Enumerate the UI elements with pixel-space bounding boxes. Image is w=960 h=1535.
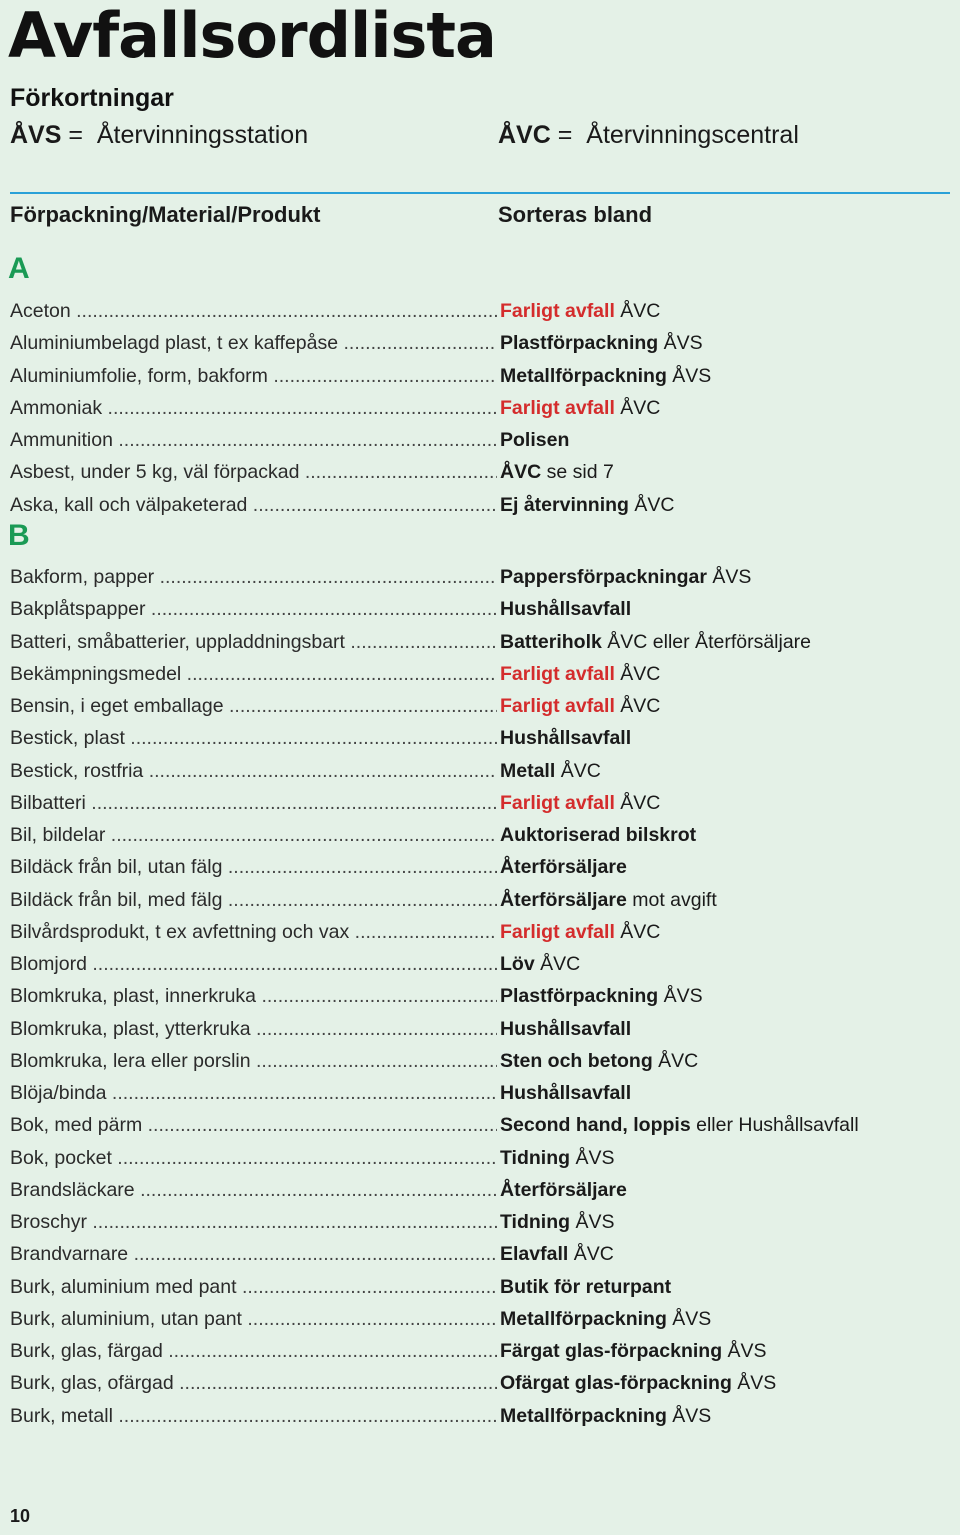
item-name: Ammunition ..... — [10, 424, 497, 456]
item-name: Broschyr ..... — [10, 1206, 497, 1238]
destination-note: ÅVS — [712, 566, 752, 588]
item-name: Asbest, under 5 kg, väl förpackad ..... — [10, 456, 497, 488]
destination-note: ÅVC — [658, 1049, 699, 1072]
destination-note: eller Hushållsavfall — [696, 1114, 859, 1137]
destination-category: Pappersförpackningar — [500, 566, 707, 588]
destination-note: ÅVC — [620, 662, 661, 685]
item-destination — [500, 327, 703, 359]
item-name: Burk, aluminium, utan pant ..... — [10, 1303, 497, 1335]
destination-note: ÅVC — [620, 920, 661, 943]
section-letter: B — [8, 519, 30, 552]
page-title: Avfallsordlista — [8, 0, 496, 72]
item-destination — [500, 424, 569, 456]
item-destination — [500, 593, 631, 625]
item-name: Burk, glas, färgad ..... — [10, 1335, 497, 1367]
item-destination — [500, 1271, 671, 1303]
page-number: 10 — [10, 1506, 31, 1526]
destination-category: Löv — [500, 953, 535, 975]
destination-category: Plastförpackning — [500, 332, 659, 355]
item-destination — [500, 1335, 767, 1367]
destination-note: se sid 7 — [546, 461, 614, 484]
item-destination — [500, 360, 711, 392]
item-name: Aluminiumfolie, form, bakform ..... — [10, 360, 497, 392]
destination-note: ÅVS — [672, 1404, 712, 1427]
destination-category: Ej återvinning — [500, 493, 629, 516]
destination-category: Farligt avfall — [500, 396, 615, 419]
destination-category: Återförsäljare — [500, 856, 627, 879]
abbreviation-meaning: Återvinningscentral — [586, 121, 799, 149]
item-name: Bakform, papper ..... — [10, 561, 497, 593]
destination-note: ÅVC — [620, 695, 661, 717]
item-destination — [500, 658, 660, 690]
item-name: Burk, metall ..... — [10, 1400, 497, 1432]
section-letter: A — [8, 252, 30, 285]
item-name: Blomkruka, plast, ytterkruka ..... — [10, 1013, 497, 1045]
abbreviation-equals: = — [68, 121, 83, 149]
column-header-item: Förpackning/Material/Produkt — [10, 202, 321, 227]
destination-category: Metallförpackning — [500, 364, 667, 387]
item-destination — [500, 1206, 615, 1238]
destination-category: Sten och betong — [500, 1049, 653, 1072]
abbreviation-avc — [498, 119, 799, 151]
destination-note: ÅVC — [540, 953, 581, 975]
abbreviation-equals: = — [557, 121, 573, 149]
item-name: Burk, aluminium med pant ..... — [10, 1271, 497, 1303]
abbreviation-code: ÅVS — [10, 121, 62, 149]
destination-note: ÅVS — [663, 985, 703, 1008]
item-name: Bakplåtspapper ..... — [10, 593, 497, 625]
item-destination — [500, 626, 811, 658]
destination-note: ÅVS — [672, 1307, 712, 1330]
item-destination — [500, 1077, 631, 1109]
item-name: Brandvarnare ..... — [10, 1238, 497, 1270]
item-name: Bekämpningsmedel ..... — [10, 658, 497, 690]
item-destination — [500, 295, 660, 327]
destination-category: Hushållsavfall — [500, 727, 632, 750]
item-destination — [500, 456, 614, 488]
destination-category: Återförsäljare — [500, 888, 627, 911]
item-name: Bil, bildelar ..... — [10, 819, 497, 851]
destination-note: ÅVC — [620, 300, 661, 322]
item-destination — [500, 819, 696, 851]
abbreviations-heading: Förkortningar — [10, 84, 174, 112]
header-divider — [10, 192, 950, 194]
abbreviation-meaning: Återvinningsstation — [96, 121, 309, 149]
destination-category: Hushållsavfall — [500, 1017, 632, 1040]
item-destination — [500, 1367, 776, 1399]
item-name: Aska, kall och välpaketerad ..... — [10, 489, 497, 521]
destination-category: Farligt avfall — [500, 300, 615, 322]
item-name: Bensin, i eget emballage ..... — [10, 690, 497, 722]
item-destination — [500, 787, 660, 819]
destination-category: Elavfall — [500, 1243, 569, 1266]
destination-category: ÅVC — [500, 461, 542, 484]
destination-category: Polisen — [500, 429, 570, 451]
destination-category: Batteriholk — [500, 630, 602, 653]
destination-note: ÅVS — [737, 1372, 777, 1395]
destination-note: mot avgift — [632, 888, 717, 911]
destination-category: Färgat glas-förpackning — [500, 1340, 723, 1362]
item-destination — [500, 1303, 711, 1335]
item-destination — [500, 1109, 859, 1141]
item-name: Bok, pocket ..... — [10, 1142, 497, 1174]
item-destination — [500, 980, 703, 1012]
destination-note: ÅVC eller Återförsäljare — [607, 630, 812, 653]
item-destination — [500, 884, 717, 916]
destination-category: Farligt avfall — [500, 791, 615, 814]
item-name: Bildäck från bil, utan fälg ..... — [10, 851, 497, 883]
item-destination — [500, 916, 660, 948]
item-name: Blöja/binda ..... — [10, 1077, 497, 1109]
destination-category: Hushållsavfall — [500, 1082, 632, 1104]
item-name: Bilvårdsprodukt, t ex avfettning och vax ..... — [10, 916, 497, 948]
destination-note: ÅVC — [620, 791, 661, 814]
item-name: Blomkruka, plast, innerkruka ..... — [10, 980, 497, 1012]
item-destination — [500, 1142, 615, 1174]
destination-category: Second hand, loppis — [500, 1114, 691, 1137]
destination-category: Butik för returpant — [500, 1275, 672, 1298]
item-name: Blomkruka, lera eller porslin ..... — [10, 1045, 497, 1077]
item-destination — [500, 851, 627, 883]
destination-note: ÅVS — [672, 364, 712, 387]
item-destination — [500, 1174, 627, 1206]
item-name: Bildäck från bil, med fälg ..... — [10, 884, 497, 916]
item-name: Burk, glas, ofärgad ..... — [10, 1367, 497, 1399]
item-name: Batteri, småbatterier, uppladdningsbart ..... — [10, 626, 497, 658]
item-name: Bilbatteri ..... — [10, 787, 497, 819]
item-name: Brandsläckare ..... — [10, 1174, 497, 1206]
item-destination — [500, 755, 601, 787]
destination-note: ÅVS — [727, 1340, 767, 1362]
item-name: Aluminiumbelagd plast, t ex kaffepåse ..... — [10, 327, 497, 359]
column-header-destination: Sorteras bland — [498, 202, 653, 227]
destination-category: Auktoriserad bilskrot — [500, 824, 697, 846]
destination-category: Hushållsavfall — [500, 598, 632, 621]
destination-category: Återförsäljare — [500, 1178, 627, 1201]
destination-note: ÅVC — [573, 1243, 614, 1266]
item-destination — [500, 392, 660, 424]
destination-note: ÅVS — [575, 1146, 615, 1169]
destination-category: Farligt avfall — [500, 695, 615, 717]
destination-category: Ofärgat glas-förpackning — [500, 1372, 732, 1395]
abbreviation-avs — [10, 119, 308, 151]
item-destination — [500, 561, 751, 593]
destination-category: Metallförpackning — [500, 1404, 667, 1427]
item-destination — [500, 1045, 698, 1077]
destination-note: ÅVC — [560, 759, 601, 782]
item-destination — [500, 722, 631, 754]
destination-category: Metallförpackning — [500, 1307, 667, 1330]
item-destination — [500, 690, 660, 722]
destination-category: Plastförpackning — [500, 985, 659, 1008]
item-name: Bestick, rostfria ..... — [10, 755, 497, 787]
destination-note: ÅVC — [620, 396, 661, 419]
destination-category: Metall — [500, 759, 556, 782]
item-name: Bok, med pärm ..... — [10, 1109, 497, 1141]
destination-note: ÅVS — [663, 332, 703, 355]
item-destination — [500, 1013, 631, 1045]
item-destination — [500, 948, 580, 980]
item-destination — [500, 1238, 614, 1270]
destination-note: ÅVS — [575, 1211, 615, 1233]
abbreviation-code: ÅVC — [498, 121, 551, 149]
destination-category: Farligt avfall — [500, 920, 615, 943]
destination-note: ÅVC — [634, 493, 675, 516]
item-name: Aceton ..... — [10, 295, 497, 327]
destination-category: Tidning — [500, 1146, 571, 1169]
item-destination — [500, 489, 674, 521]
item-destination — [500, 1400, 711, 1432]
destination-category: Farligt avfall — [500, 662, 615, 685]
item-name: Blomjord ..... — [10, 948, 497, 980]
item-name: Bestick, plast ..... — [10, 722, 497, 754]
item-name: Ammoniak ..... — [10, 392, 497, 424]
destination-category: Tidning — [500, 1211, 571, 1233]
